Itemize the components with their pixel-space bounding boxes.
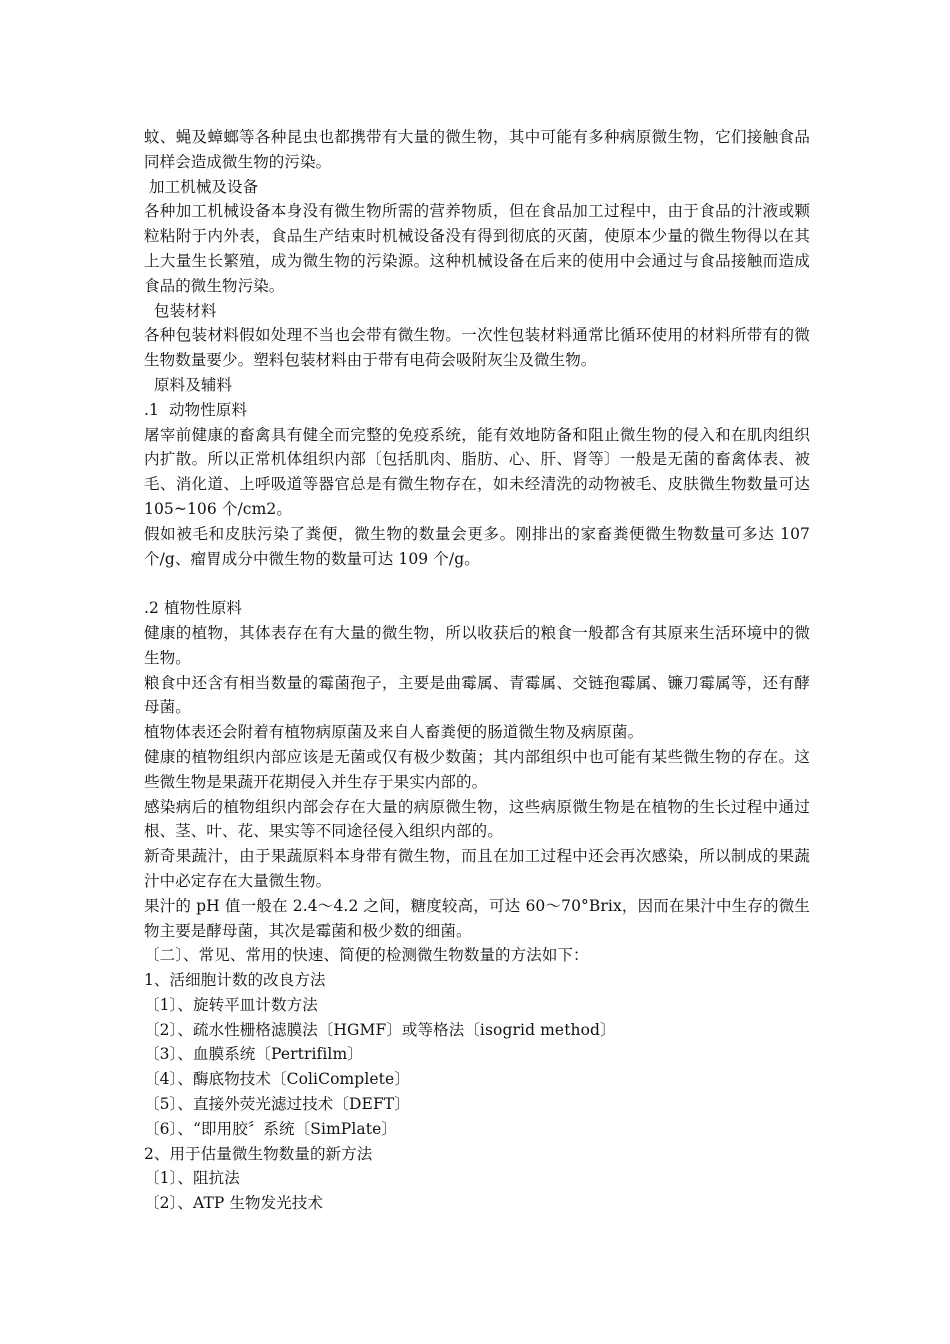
list-item-atp-bioluminescence: 〔2〕、ATP 生物发光技术 [144,1194,324,1213]
heading-machinery: 加工机械及设备 [144,177,259,196]
heading-plant-materials: .2 植物性原料 [144,599,243,618]
list-item-deft: 〔5〕、直接外荧光滤过技术〔DEFT〕 [144,1095,410,1114]
heading-rapid-methods: 〔二〕、常见、常用的快速、简便的检测微生物数量的方法如下： [144,946,589,965]
paragraph-machinery: 各种加工机械设备本身没有微生物所需的营养物质，但在食品加工过程中，由于食品的汁液或颗粒粘附于内外表，食品生产结束时机械设备没有得到彻底的灭菌，使原本少量的微生物得以在其上大量生长繁殖，成为微生物的污染源。这种机械设备在后来的使用中会通过与食品接触而造成食品的微生物污染。 [144,202,810,295]
list-item-impedance: 〔1〕、阻抗法 [144,1169,240,1188]
blank-line [144,571,810,596]
list-item-spiral-plate: 〔1〕、旋转平皿计数方法 [144,995,318,1014]
list-item-petrifilm: 〔3〕、血膜系统〔Pertrifilm〕 [144,1045,363,1064]
document-body [144,125,810,1216]
heading-packaging: 包装材料 [144,301,217,320]
paragraph-plant-tissue: 健康的植物组织内部应该是无菌或仅有极少数菌；其内部组织中也可能有某些微生物的存在。这些微生物是果蔬开花期侵入并生存于果实内部的。 [144,747,810,791]
paragraph-packaging: 各种包装材料假如处理不当也会带有微生物。一次性包装材料通常比循环使用的材料所带有的微生物数量要少。塑料包装材料由于带有电荷会吸附灰尘及微生物。 [144,326,810,370]
list-item-colicomplete: 〔4〕、酶底物技术〔ColiComplete〕 [144,1070,410,1089]
list-heading-viable-count: 1、活细胞计数的改良方法 [144,971,326,990]
list-heading-new-methods: 2、用于估量微生物数量的新方法 [144,1144,373,1163]
paragraph-plant-surface: 健康的植物，其体表存在有大量的微生物，所以收获后的粮食一般都含有其原来生活环境中的微生物。 [144,623,810,667]
paragraph-insects: 蚊、蝇及蟑螂等各种昆虫也都携带有大量的微生物，其中可能有多种病原微生物，它们接触食品同样会造成微生物的污染。 [144,128,810,171]
paragraph-juice-ph: 果汁的 pH 值一般在 2.4～4.2 之间，糖度较高，可达 60～70°Brix，因而在果汁中生存的微生物主要是酵母菌，其次是霉菌和极少数的细菌。 [144,896,810,940]
list-item-hgmf: 〔2〕、疏水性栅格滤膜法〔HGMF〕或等格法〔isogrid method〕 [144,1020,616,1039]
paragraph-plant-pathogens: 植物体表还会附着有植物病原菌及来自人畜粪便的肠道微生物及病原菌。 [144,723,644,742]
paragraph-infected-tissue: 感染病后的植物组织内部会存在大量的病原微生物，这些病原微生物是在植物的生长过程中通过根、茎、叶、花、果实等不同途径侵入组织内部的。 [144,797,810,841]
paragraph-grain-molds: 粮食中还含有相当数量的霉菌孢子，主要是曲霉属、青霉属、交链孢霉属、镰刀霉属等，还有酵母菌。 [144,673,810,717]
paragraph-fresh-juice: 新奇果蔬汁，由于果蔬原料本身带有微生物，而且在加工过程中还会再次感染，所以制成的果蔬汁中必定存在大量微生物。 [144,847,810,890]
list-item-simplate: 〔6〕、“即用胶〞系统〔SimPlate〕 [144,1119,397,1138]
heading-animal-materials: .1 动物性原料 [144,400,248,419]
paragraph-animal-feces: 假如被毛和皮肤污染了粪便，微生物的数量会更多。刚排出的家畜粪便微生物数量可多达 107 个/g、瘤胃成分中微生物的数量可达 109 个/g。 [144,524,810,568]
paragraph-animal-immunity: 屠宰前健康的畜禽具有健全而完整的免疫系统，能有效地防备和阻止微生物的侵入和在肌肉组织内扩散。所以正常机体组织内部〔包括肌肉、脂肪、心、肝、肾等〕一般是无菌的畜禽体表、被毛、消化道、上呼吸道等器官总是有微生物存在，如未经清洗的动物被毛、皮肤微生物数量可达 105~106 个/cm2。 [144,425,810,518]
heading-raw-materials: 原料及辅料 [144,375,233,394]
